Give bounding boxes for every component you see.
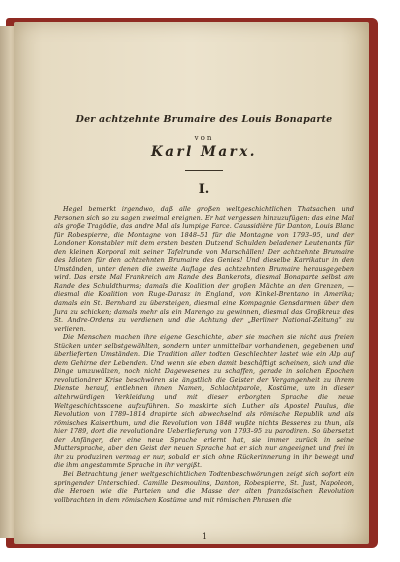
paragraph-3: Bei Betrachtung jener weltgeschichtlichen Todtenbeschwörungen zeigt sich sofort ein springender Unterschied. Camille Desmoulins, Danton, Robespierre, St. Just, Napoleon, die Heroen wie die Parteien und die Masse der alten französischen Revolution vollbrachten in dem römischen Kostüme und mit römischen Phrasen die (54, 469, 354, 504)
byline-von: von (194, 134, 214, 142)
page-content (54, 114, 354, 544)
paragraph-2: Die Menschen machen ihre eigene Geschichte, aber sie machen sie nicht aus freien Stücken unter selbstgewählten, sondern unter unmittelbar vorhandenen, gegebenen und überlieferten Umständen. Die Tradition aller todten Geschlechter lastet wie ein Alp auf dem Gehirne der Lebenden. Und wenn sie eben damit beschäftigt scheinen, sich und die Dinge umzuwälzen, noch nicht Dagewesenes zu schaffen, gerade in solchen Epochen revolutionärer Krise beschwören sie ängstlich die Geister der Vergangenheit zu ihrem Dienste herauf, entlehnen ihnen Namen, Schlachtparole, Kostüme, um in dieser altehrwürdigen Verkleidung und mit dieser erborgten Sprache die neue Weltgeschichtsscene aufzuführen. So maskirte sich Luther als Apostel Paulus, die Revolution von 1789–1814 drapirte sich abwechselnd als römische Republik und als römisches Kaiserthum, und die Revolution von 1848 wußte nichts Besseres zu thun, als hier 1789, dort die revolutionäre Ueberlieferung von 1793–95 zu parodiren. So übersetzt der Anfänger, der eine neue Sprache erlernt hat, sie immer zurück in seine Muttersprache, aber den Geist der neuen Sprache hat er sich nur angeeignet und frei in ihr zu produziren vermag er nur, sobald er sich ohne Rückerinnerung in ihr bewegt und die ihm angestammte Sprache in ihr vergißt. (54, 333, 354, 470)
page-number: 1 (202, 532, 208, 541)
body-text (54, 205, 354, 504)
book-page (14, 22, 369, 544)
author-name: Karl Marx. (151, 144, 257, 160)
title-divider (185, 170, 223, 171)
paragraph-1: Hegel bemerkt irgendwo, daß alle großen weltgeschichtlichen Thatsachen und Personen sich so zu sagen zweimal ereignen. Er hat vergessen hinzuzufügen: das eine Mal als große Tragödie, das andre Mal als lumpige Farce. Caussidière für Danton, Louis Blanc für Robespierre, die Montagne von 1848–51 für die Montagne von 1793–95, und der Londoner Konstabler mit dem ersten besten Dutzend Schulden beladener Leutenants für den kleinen Korporal mit seiner Tafelrunde von Marschällen! Der achtzehnte Brumaire des Idioten für den achtzehnten Brumaire des Genies! Und dieselbe Karrikatur in den Umständen, unter denen die zweite Auflage des achtzehnten Brumaire herausgegeben wird. Das erste Mal Frankreich am Rande des Bankerots, diesmal Bonaparte selbst am Rande des Schuldthurms; damals die Koalition der großen Mächte an den Grenzen, — diesmal die Koalition von Ruge-Darasz in England, von Kinkel-Brentano in Amerika; damals ein St. Bernhard zu übersteigen, diesmal eine Kompagnie Gensdarmen über den Jura zu schicken; damals mehr als ein Marengo zu gewinnen, diesmal das Großkreuz des St. Andre-Ordens zu verdienen und die Achtung der „Berliner National-Zeitung“ zu verlieren. (54, 205, 354, 333)
section-heading: I. (198, 182, 210, 197)
page-title: Der achtzehnte Brumaire des Louis Bonaparte (75, 114, 333, 125)
